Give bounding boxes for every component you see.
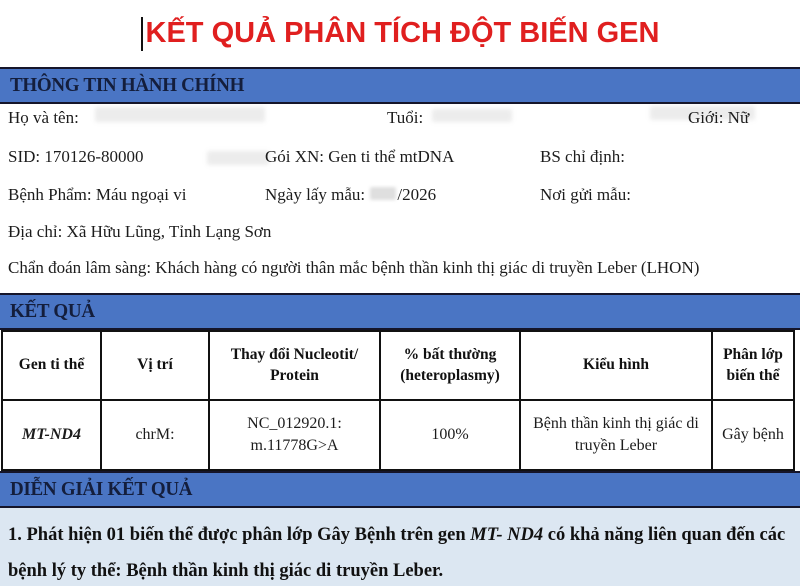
section-header-results-label: KẾT QUẢ bbox=[10, 300, 95, 322]
field-address: Địa chỉ: Xã Hữu Lũng, Tỉnh Lạng Sơn bbox=[8, 222, 272, 241]
results-table bbox=[1, 330, 795, 471]
col-header-position: Vị trí bbox=[101, 331, 209, 400]
cell-phenotype: Bệnh thần kinh thị giác di truyền Leber bbox=[520, 400, 712, 470]
redacted-sid-area bbox=[207, 151, 269, 165]
col-header-classification: Phân lớp biến thể bbox=[712, 331, 794, 400]
page-title-text: KẾT QUẢ PHÂN TÍCH ĐỘT BIẾN GEN bbox=[145, 17, 660, 49]
col-header-heteroplasmy: % bất thường (heteroplasmy) bbox=[380, 331, 520, 400]
col-header-change: Thay đổi Nucleotit/ Protein bbox=[209, 331, 380, 400]
redacted-age-area bbox=[432, 109, 512, 122]
field-sid: SID: 170126-80000 bbox=[8, 147, 144, 166]
field-age-label: Tuổi: bbox=[387, 108, 424, 127]
field-sample-date-year: /2026 bbox=[397, 185, 437, 204]
cell-classification: Gây bệnh bbox=[712, 400, 794, 470]
field-sender-label: Nơi gửi mẫu: bbox=[540, 185, 631, 204]
field-name-label: Họ và tên: bbox=[8, 108, 79, 127]
redacted-date-area bbox=[370, 187, 396, 200]
admin-info-section bbox=[0, 104, 800, 293]
field-clinical-diagnosis: Chẩn đoán lâm sàng: Khách hàng có người thân mắc bệnh thần kinh thị giác di truyền Leber (LHON) bbox=[8, 258, 700, 277]
field-doctor-label: BS chỉ định: bbox=[540, 147, 626, 166]
col-header-phenotype: Kiểu hình bbox=[520, 331, 712, 400]
field-specimen: Bệnh Phẩm: Máu ngoại vi bbox=[8, 185, 187, 204]
section-header-admin-label: THÔNG TIN HÀNH CHÍNH bbox=[10, 74, 245, 96]
cell-change: NC_012920.1: m.11778G>A bbox=[209, 400, 380, 470]
text-cursor-caret bbox=[141, 17, 143, 51]
section-header-results bbox=[0, 293, 800, 330]
col-header-gene: Gen ti thể bbox=[2, 331, 101, 400]
redacted-name-area bbox=[95, 107, 265, 122]
interpretation-text-after: có khả năng liên quan đến các bệnh lý ty thể: Bệnh thần kinh thị giác di truyền Leber. bbox=[8, 525, 786, 581]
interpretation-text-before: 1. Phát hiện 01 biến thể được phân lớp Gây Bệnh trên gen bbox=[8, 525, 471, 545]
field-gender: Giới: Nữ bbox=[688, 108, 750, 127]
section-header-interpretation-label: DIỄN GIẢI KẾT QUẢ bbox=[10, 478, 193, 500]
field-sample-date bbox=[265, 185, 436, 205]
section-header-interpretation bbox=[0, 471, 800, 508]
results-table-header-row bbox=[2, 331, 794, 400]
field-sample-date-label: Ngày lấy mẫu: bbox=[265, 185, 366, 204]
section-header-admin bbox=[0, 67, 800, 104]
cell-gene: MT-ND4 bbox=[2, 400, 101, 470]
field-test-package: Gói XN: Gen ti thể mtDNA bbox=[265, 147, 455, 166]
page-title bbox=[141, 17, 660, 51]
interpretation-gene: MT- ND4 bbox=[470, 525, 544, 545]
cell-position: chrM: bbox=[101, 400, 209, 470]
interpretation-section bbox=[0, 508, 800, 586]
title-area bbox=[0, 0, 800, 67]
results-table-data-row bbox=[2, 400, 794, 470]
cell-heteroplasmy: 100% bbox=[380, 400, 520, 470]
